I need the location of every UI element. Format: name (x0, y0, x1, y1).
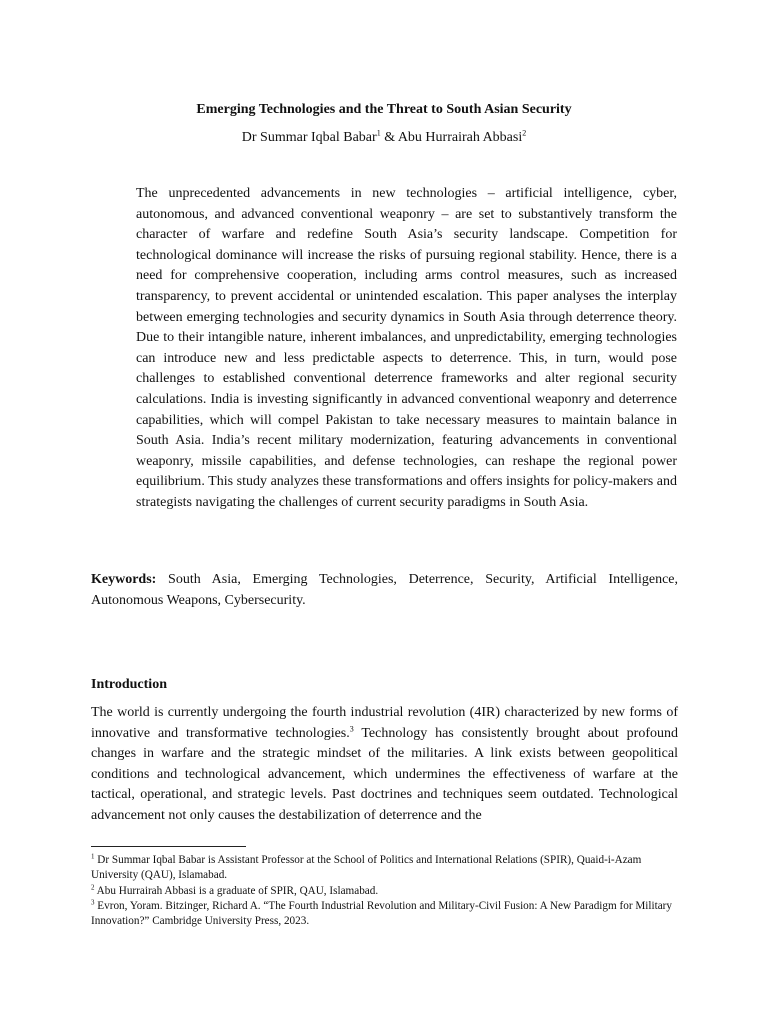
keywords-paragraph (91, 570, 678, 611)
footnote-number: 2 (91, 882, 95, 891)
abstract-paragraph: The unprecedented advancements in new technologies – artificial intelligence, cyber, autonomous, and advanced conventional weaponry – are set to substantively transform the character of warfare and redefine South Asia’s security landscape. Competition for technological dominance will increase the risks of pursuing regional stability. Hence, there is a need for comprehensive cooperation, including arms control measures, such as increased transparency, to prevent accidental or unintended escalation. This paper analyses the interplay between emerging technologies and security dynamics in South Asia through deterrence theory. Due to their intangible nature, inherent imbalances, and unpredictability, emerging technologies can introduce new and less predictable aspects to deterrence. This, in turn, would pose challenges to established conventional deterrence frameworks and alter regional security calculations. India is investing significantly in advanced conventional weaponry and deterrence capabilities, which will compel Pakistan to take necessary measures to maintain balance in South Asia. India’s recent military modernization, featuring advancements in conventional weaponry, missile capabilities, and defense technologies, can reshape the regional power equilibrium. This study analyzes these transformations and offers insights for policy-makers and strategists navigating the challenges of current security paradigms in South Asia. (136, 186, 677, 510)
author-separator: & (380, 130, 398, 145)
footnote-text: Dr Summar Iqbal Babar is Assistant Professor at the School of Politics and International Relations (SPIR), Quaid-i-Azam University (QAU), Islamabad. (91, 854, 642, 882)
section-heading-introduction: Introduction (91, 677, 167, 692)
paper-title: Emerging Technologies and the Threat to South Asian Security (196, 102, 572, 117)
intro-text-part-1: The world is currently undergoing the fourth industrial revolution (4IR) characterized by new forms of innovative and transformative technologies. (91, 705, 678, 741)
keywords-text: South Asia, Emerging Technologies, Deterrence, Security, Artificial Intelligence, Autonomous Weapons, Cybersecurity. (91, 572, 679, 608)
footnote-separator (91, 846, 246, 847)
footnote-number: 3 (91, 898, 95, 907)
author-name: Dr Summar Iqbal Babar (241, 130, 377, 145)
intro-text-part-2: Technology has consistently brought about profound changes in warfare and the strategic mindset of the militaries. A link exists between geopolitical conditions and technological advancement, which undermines the effectiveness of warfare at the tactical, operational, and strategic levels. Past doctrines and techniques seem outdated. Technological advancement not only causes the destabilization of deterrence and the (91, 725, 678, 823)
footnote-text: Evron, Yoram. Bitzinger, Richard A. “The Fourth Industrial Revolution and Military-Civil Fusion: A New Paradigm for Military Innovation?” Cambridge University Press, 2023. (91, 899, 673, 928)
footnote-item (91, 853, 681, 884)
introduction-paragraph (91, 703, 678, 827)
author-name: Abu Hurrairah Abbasi (397, 130, 523, 145)
footnote-text: Abu Hurrairah Abbasi is a graduate of SPIR, QAU, Islamabad. (94, 884, 379, 897)
author-line (0, 129, 768, 147)
footnote-marker: 1 (376, 128, 381, 138)
keywords-label: Keywords: (91, 572, 157, 587)
footnote-marker: 3 (349, 723, 354, 733)
footnote-item (91, 899, 681, 930)
footnote-item (91, 884, 681, 899)
footnotes-list (91, 853, 681, 929)
footnote-marker: 2 (522, 128, 527, 138)
footnote-number: 1 (91, 852, 95, 861)
